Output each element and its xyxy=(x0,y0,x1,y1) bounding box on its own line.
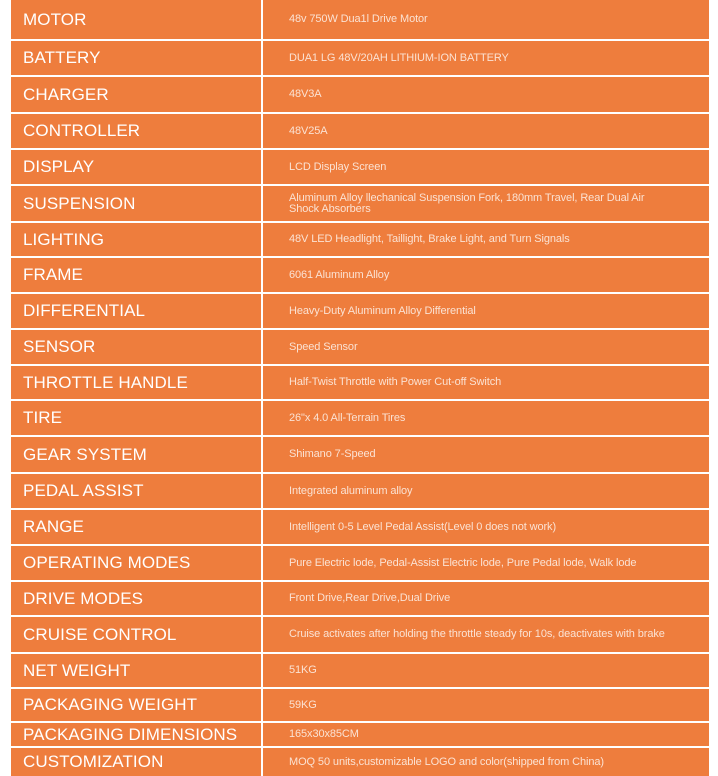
spec-label: SUSPENSION xyxy=(11,186,263,221)
spec-value: 51KG xyxy=(289,664,317,676)
spec-row-net-weight xyxy=(11,654,709,689)
spec-label: CHARGER xyxy=(11,77,263,112)
spec-row-cruise-control xyxy=(11,617,709,654)
spec-label: THROTTLE HANDLE xyxy=(11,366,263,399)
spec-value: Speed Sensor xyxy=(289,340,358,353)
spec-label: DIFFERENTIAL xyxy=(11,294,263,328)
spec-label: LIGHTING xyxy=(11,223,263,256)
spec-row-controller xyxy=(11,114,709,150)
spec-value: LCD Display Screen xyxy=(289,160,387,173)
spec-label: PACKAGING DIMENSIONS xyxy=(11,723,263,746)
spec-label: CONTROLLER xyxy=(11,114,263,148)
spec-row-suspension xyxy=(11,186,709,223)
spec-row-lighting xyxy=(11,223,709,258)
spec-row-pedal-assist xyxy=(11,474,709,510)
spec-row-display xyxy=(11,150,709,186)
spec-label: TIRE xyxy=(11,401,263,435)
spec-row-operating-modes xyxy=(11,546,709,582)
spec-value: Half-Twist Throttle with Power Cut-off Switch xyxy=(289,376,502,388)
spec-row-customization xyxy=(11,748,709,776)
spec-value: 59KG xyxy=(289,698,317,711)
spec-value: MOQ 50 units,customizable LOGO and color(shipped from China) xyxy=(289,755,604,768)
spec-row-gear-system xyxy=(11,437,709,474)
spec-label: MOTOR xyxy=(11,0,263,39)
spec-value: Heavy-Duty Aluminum Alloy Differential xyxy=(289,304,476,317)
spec-value: 48v 750W Dua1l Drive Motor xyxy=(289,13,428,25)
spec-row-packaging-weight xyxy=(11,689,709,723)
spec-label: FRAME xyxy=(11,258,263,292)
spec-row-frame xyxy=(11,258,709,294)
spec-row-motor xyxy=(11,0,709,41)
spec-value: Aluminum Alloy llechanical Suspension Fork, 180mm Travel, Rear Dual Air Shock Absorbers xyxy=(289,191,645,215)
spec-label: RANGE xyxy=(11,510,263,544)
spec-value: 48V3A xyxy=(289,88,322,100)
spec-row-tire xyxy=(11,401,709,437)
spec-value: 26"x 4.0 All-Terrain Tires xyxy=(289,411,406,424)
spec-row-drive-modes xyxy=(11,582,709,617)
spec-row-packaging-dimensions xyxy=(11,723,709,748)
spec-value: Front Drive,Rear Drive,Dual Drive xyxy=(289,592,451,604)
spec-value: 6061 Aluminum Alloy xyxy=(289,268,390,281)
spec-value: Pure Electric lode, Pedal-Assist Electric lode, Pure Pedal lode, Walk lode xyxy=(289,556,637,569)
spec-row-throttle-handle xyxy=(11,366,709,401)
spec-label: SENSOR xyxy=(11,330,263,364)
spec-row-battery xyxy=(11,41,709,77)
spec-label: DRIVE MODES xyxy=(11,582,263,615)
spec-label: OPERATING MODES xyxy=(11,546,263,580)
spec-row-range xyxy=(11,510,709,546)
spec-value: DUA1 LG 48V/20AH LITHIUM-ION BATTERY xyxy=(289,51,509,64)
spec-value: Shimano 7-Speed xyxy=(289,448,376,460)
spec-label: PACKAGING WEIGHT xyxy=(11,689,263,721)
spec-label: BATTERY xyxy=(11,41,263,75)
spec-value: 48V LED Headlight, Taillight, Brake Light, and Turn Signals xyxy=(289,233,570,245)
spec-label: CUSTOMIZATION xyxy=(11,748,263,776)
spec-row-sensor xyxy=(11,330,709,366)
spec-value: Intelligent 0-5 Level Pedal Assist(Level 0 does not work) xyxy=(289,520,557,533)
spec-row-charger xyxy=(11,77,709,114)
spec-label: DISPLAY xyxy=(11,150,263,184)
spec-row-differential xyxy=(11,294,709,330)
spec-value: Integrated aluminum alloy xyxy=(289,484,413,497)
spec-table xyxy=(9,0,711,776)
spec-value: 165x30x85CM xyxy=(289,728,359,740)
spec-label: NET WEIGHT xyxy=(11,654,263,687)
spec-label: GEAR SYSTEM xyxy=(11,437,263,472)
spec-value: 48V25A xyxy=(289,124,328,137)
spec-value: Cruise activates after holding the throttle steady for 10s, deactivates with brake xyxy=(289,628,665,640)
spec-label: PEDAL ASSIST xyxy=(11,474,263,508)
spec-label: CRUISE CONTROL xyxy=(11,617,263,652)
